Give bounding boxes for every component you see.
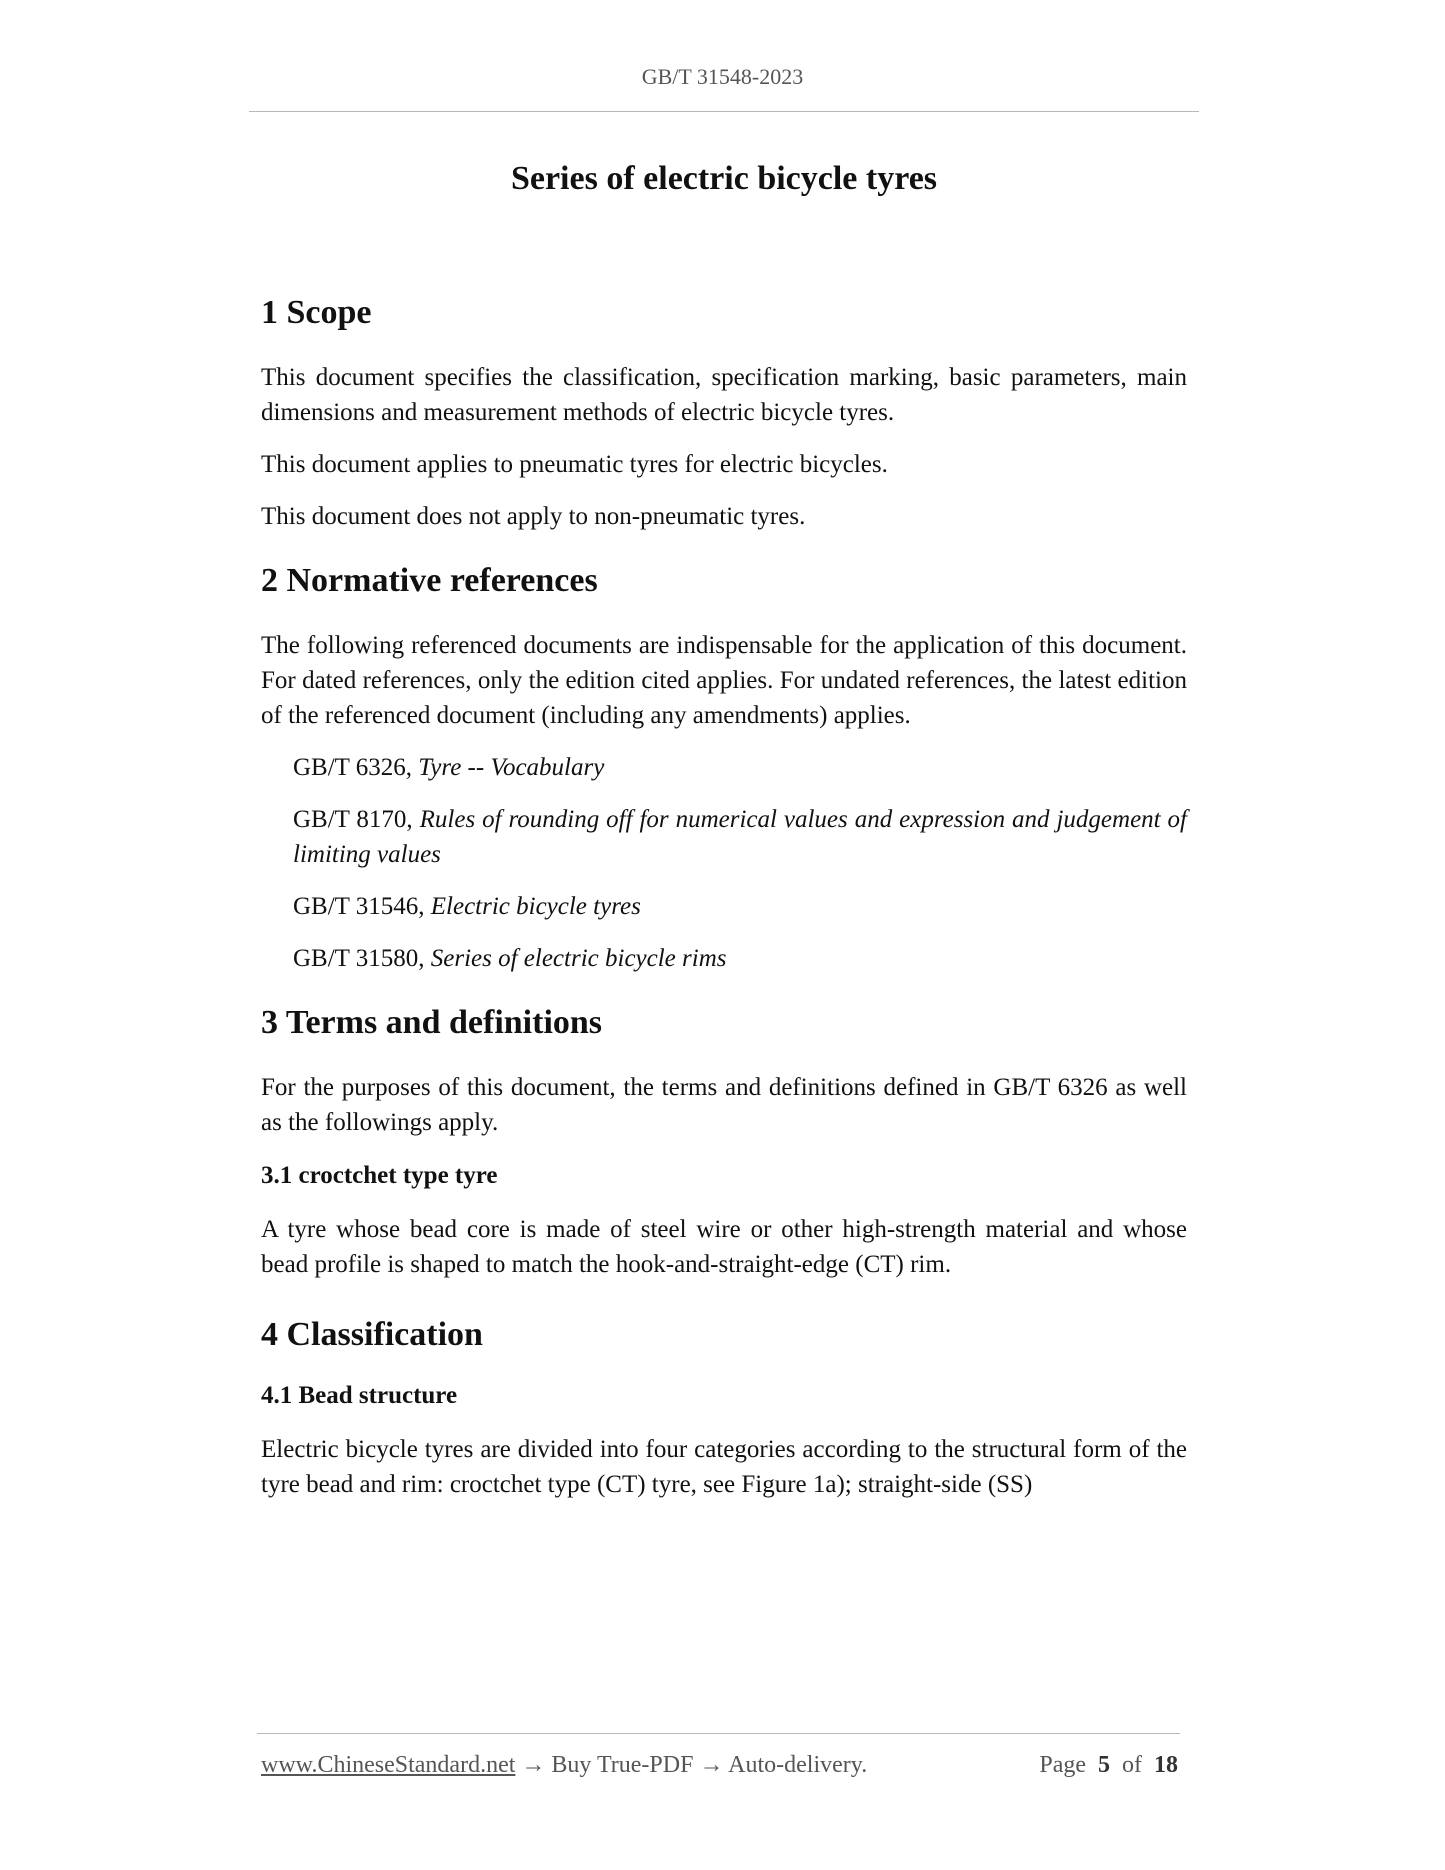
document-title: Series of electric bicycle tyres — [510, 160, 938, 197]
reference-item: GB/T 31546, Electric bicycle tyres — [293, 893, 641, 920]
reference-item: GB/T 8170, Rules of rounding off for numerical values and expression and judgement of limiting values — [293, 806, 1187, 868]
scope-paragraph-1: This document specifies the classification, specification marking, basic parameters, main dimensions and measurement methods of electric bicycle tyres. — [261, 364, 1187, 426]
section-3-heading: 3 Terms and definitions — [261, 1004, 603, 1041]
scope-paragraph-2: This document applies to pneumatic tyres for electric bicycles. — [261, 451, 888, 478]
footer-divider — [257, 1733, 1180, 1734]
arrow-right-icon: → — [515, 1752, 552, 1778]
subsection-4-1-heading: 4.1 Bead structure — [261, 1382, 458, 1409]
section-4-heading: 4 Classification — [261, 1316, 483, 1353]
reference-item: GB/T 31580, Series of electric bicycle rims — [293, 945, 727, 972]
buy-true-pdf-link: Buy True-PDF — [551, 1752, 694, 1778]
term-3-1-definition: A tyre whose bead core is made of steel wire or other high-strength material and whose bead profile is shaped to match the hook-and-straight-edge (CT) rim. — [261, 1216, 1187, 1278]
page-number: Page 5 of 18 — [1039, 1752, 1178, 1778]
section-1-heading: 1 Scope — [261, 294, 372, 331]
header-divider — [249, 111, 1199, 112]
normative-intro: The following referenced documents are indispensable for the application of this document. For dated references, only the edition cited applies. For undated references, the latest edition of the referenced document (including any amendments) applies. — [261, 632, 1187, 729]
section-2-heading: 2 Normative references — [261, 562, 598, 599]
arrow-right-icon: → — [693, 1752, 729, 1778]
scope-paragraph-3: This document does not apply to non-pneumatic tyres. — [261, 503, 806, 530]
website-link[interactable]: www.ChineseStandard.net — [261, 1752, 516, 1778]
reference-item: GB/T 6326, Tyre -- Vocabulary — [293, 754, 605, 781]
page-header: GB/T 31548-2023 — [641, 64, 804, 89]
terms-intro: For the purposes of this document, the terms and definitions defined in GB/T 6326 as well as the followings apply. — [261, 1074, 1187, 1136]
auto-delivery-text: Auto-delivery. — [728, 1752, 868, 1778]
term-3-1-heading: 3.1 croctchet type tyre — [261, 1162, 498, 1189]
document-body — [261, 140, 1187, 1502]
bead-structure-paragraph: Electric bicycle tyres are divided into four categories according to the structural form of the tyre bead and rim: croctchet type (CT) tyre, see Figure 1a); straight-side (SS) — [261, 1436, 1187, 1498]
footer-promo — [261, 1752, 867, 1779]
